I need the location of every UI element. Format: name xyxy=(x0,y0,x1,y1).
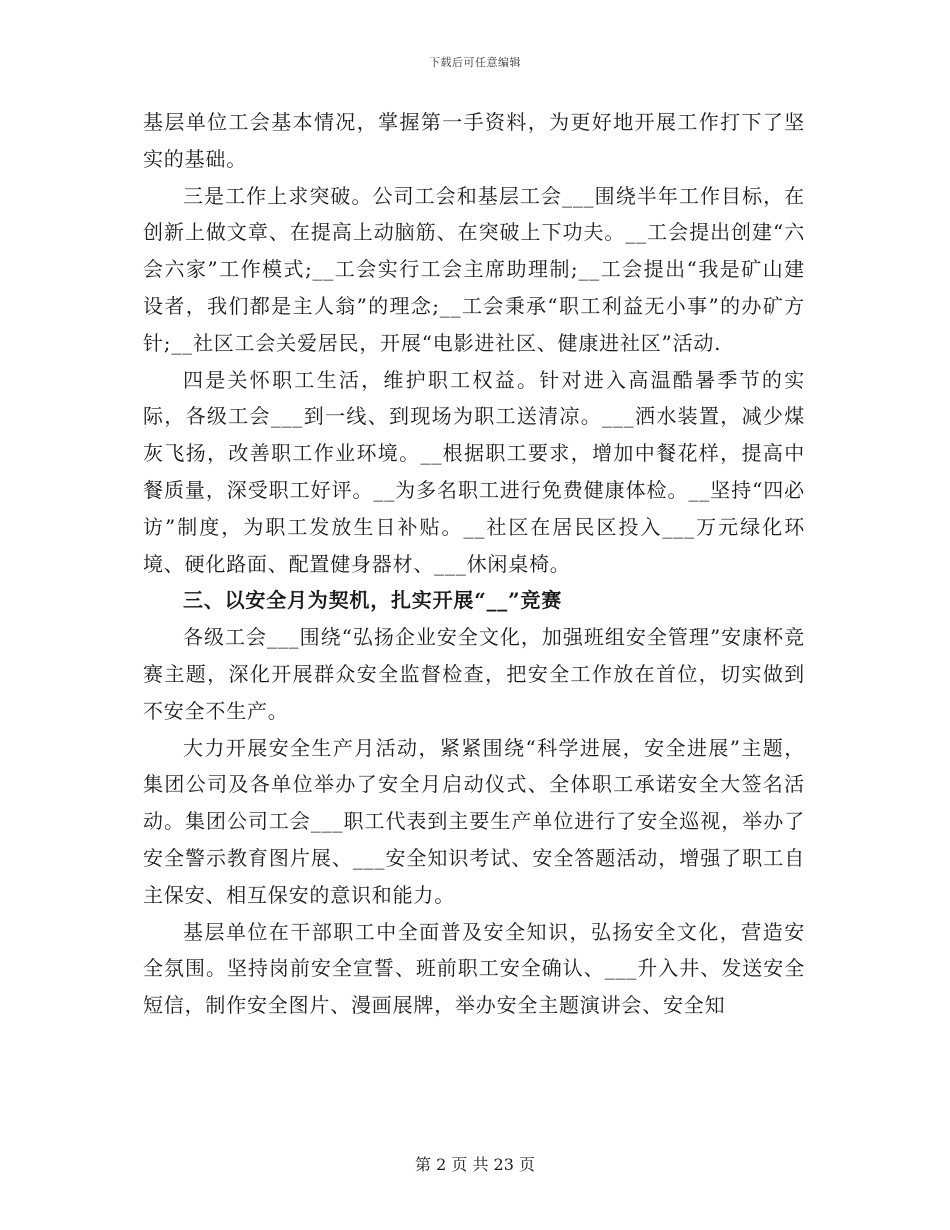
section-heading-3: 三、以安全月为契机，扎实开展“__”竞赛 xyxy=(183,588,563,613)
paragraph-6: 基层单位在干部职工中全面普及安全知识，弘扬安全文化，营造安全氛围。坚持岗前安全宣誓、班前职工安全确认、___升入井、发送安全短信，制作安全图片、漫画展牌，举办安全主题演讲会、安全知 xyxy=(143,919,805,1018)
paragraph-3: 四是关怀职工生活，维护职工权益。针对进入高温酷暑季节的实际，各级工会___到一线、到现场为职工送清凉。___洒水装置，减少煤灰飞扬，改善职工作业环境。__根据职工要求，增加中餐花样，提高中餐质量，深受职工好评。__为多名职工进行免费健康体检。__坚持“四必访”制度，为职工发放生日补贴。__社区在居民区投入___万元绿化环境、硬化路面、配置健身器材、___休闲桌椅。 xyxy=(143,367,805,576)
paragraph-2: 三是工作上求突破。公司工会和基层工会___围绕半年工作目标，在创新上做文章、在提高上动脑筋、在突破上下功夫。__工会提出创建“六会六家”工作模式;__工会实行工会主席助理制;__工会提出“我是矿山建设者，我们都是主人翁”的理念;__工会秉承“职工利益无小事”的办矿方针;__社区工会关爱居民，开展“电影进社区、健康进社区”活动. xyxy=(143,183,805,355)
paragraph-4: 各级工会___围绕“弘扬企业安全文化，加强班组安全管理”安康杯竞赛主题，深化开展群众安全监督检查，把安全工作放在首位，切实做到不安全不生产。 xyxy=(143,625,805,723)
paragraph-1: 基层单位工会基本情况，掌握第一手资料，为更好地开展工作打下了坚实的基础。 xyxy=(143,110,805,171)
page-number: 第 2 页 共 23 页 xyxy=(415,1155,535,1174)
document-body xyxy=(143,104,805,1024)
paragraph-5: 大力开展安全生产月活动，紧紧围绕“科学进展，安全进展”主题，集团公司及各单位举办了安全月启动仪式、全体职工承诺安全大签名活动。集团公司工会___职工代表到主要生产单位进行了安全巡视，举办了安全警示教育图片展、___安全知识考试、安全答题活动，增强了职工自主保安、相互保安的意识和能力。 xyxy=(143,735,805,907)
page-header-note: 下载后可任意编辑 xyxy=(429,56,521,69)
